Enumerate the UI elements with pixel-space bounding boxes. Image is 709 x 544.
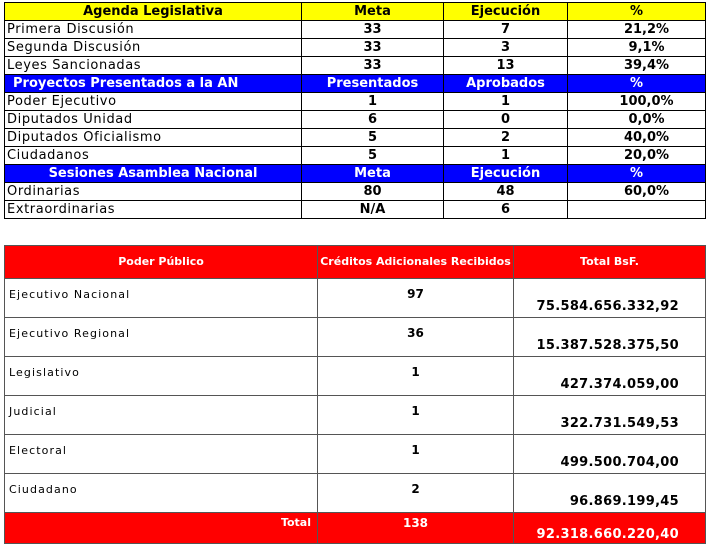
table-row bbox=[5, 111, 706, 129]
row-name: Electoral bbox=[5, 435, 318, 474]
table-row bbox=[5, 318, 706, 357]
row-pct: 20,0% bbox=[568, 147, 706, 165]
table-row bbox=[5, 279, 706, 318]
row-name: Legislativo bbox=[5, 357, 318, 396]
row-presentados: 6 bbox=[302, 111, 444, 129]
row-pct: 21,2% bbox=[568, 21, 706, 39]
row-meta: 33 bbox=[302, 39, 444, 57]
row-total: 75.584.656.332,92 bbox=[514, 279, 706, 318]
row-label: Leyes Sancionadas bbox=[5, 57, 302, 75]
table-row bbox=[5, 396, 706, 435]
row-name: Ejecutivo Nacional bbox=[5, 279, 318, 318]
table-row bbox=[5, 183, 706, 201]
row-count: 1 bbox=[318, 357, 514, 396]
row-label: Ordinarias bbox=[5, 183, 302, 201]
table-row bbox=[5, 57, 706, 75]
table-row bbox=[5, 474, 706, 513]
header-pct: % bbox=[568, 75, 706, 93]
proyectos-header-row bbox=[5, 75, 706, 93]
header-meta: Meta bbox=[302, 3, 444, 21]
row-label: Diputados Unidad bbox=[5, 111, 302, 129]
row-presentados: 5 bbox=[302, 147, 444, 165]
row-count: 36 bbox=[318, 318, 514, 357]
header-ejecucion: Ejecución bbox=[444, 165, 568, 183]
row-total: 499.500.704,00 bbox=[514, 435, 706, 474]
header-meta: Meta bbox=[302, 165, 444, 183]
header-ejecucion: Ejecución bbox=[444, 3, 568, 21]
header-pct: % bbox=[568, 3, 706, 21]
table-row bbox=[5, 39, 706, 57]
row-aprobados: 2 bbox=[444, 129, 568, 147]
table-row bbox=[5, 129, 706, 147]
row-label: Primera Discusión bbox=[5, 21, 302, 39]
row-ejecucion: 6 bbox=[444, 201, 568, 219]
row-meta: 80 bbox=[302, 183, 444, 201]
row-total: 322.731.549,53 bbox=[514, 396, 706, 435]
table-row bbox=[5, 435, 706, 474]
row-ejecucion: 3 bbox=[444, 39, 568, 57]
row-pct: 40,0% bbox=[568, 129, 706, 147]
row-presentados: 1 bbox=[302, 93, 444, 111]
table-row bbox=[5, 201, 706, 219]
row-count: 1 bbox=[318, 396, 514, 435]
row-name: Ciudadano bbox=[5, 474, 318, 513]
legislative-agenda-table bbox=[4, 2, 706, 219]
row-label: Segunda Discusión bbox=[5, 39, 302, 57]
total-amount: 92.318.660.220,40 bbox=[514, 513, 706, 544]
agenda-header-row bbox=[5, 3, 706, 21]
row-pct: 100,0% bbox=[568, 93, 706, 111]
row-pct: 9,1% bbox=[568, 39, 706, 57]
total-label: Total bbox=[5, 513, 318, 544]
table-row bbox=[5, 357, 706, 396]
row-pct: 60,0% bbox=[568, 183, 706, 201]
sesiones-header-row bbox=[5, 165, 706, 183]
row-count: 1 bbox=[318, 435, 514, 474]
row-total: 15.387.528.375,50 bbox=[514, 318, 706, 357]
row-ejecucion: 48 bbox=[444, 183, 568, 201]
header-creditos: Créditos Adicionales Recibidos bbox=[318, 246, 514, 279]
row-ejecucion: 7 bbox=[444, 21, 568, 39]
row-aprobados: 1 bbox=[444, 93, 568, 111]
row-total: 96.869.199,45 bbox=[514, 474, 706, 513]
row-meta: N/A bbox=[302, 201, 444, 219]
row-meta: 33 bbox=[302, 57, 444, 75]
credits-header-row bbox=[5, 246, 706, 279]
header-poder-publico: Poder Público bbox=[5, 246, 318, 279]
row-pct: 0,0% bbox=[568, 111, 706, 129]
row-count: 2 bbox=[318, 474, 514, 513]
row-count: 97 bbox=[318, 279, 514, 318]
row-aprobados: 0 bbox=[444, 111, 568, 129]
row-pct bbox=[568, 201, 706, 219]
additional-credits-table bbox=[4, 245, 706, 544]
table-row bbox=[5, 93, 706, 111]
row-name: Judicial bbox=[5, 396, 318, 435]
row-presentados: 5 bbox=[302, 129, 444, 147]
header-sesiones: Sesiones Asamblea Nacional bbox=[5, 165, 302, 183]
total-count: 138 bbox=[318, 513, 514, 544]
row-meta: 33 bbox=[302, 21, 444, 39]
credits-total-row bbox=[5, 513, 706, 544]
row-label: Ciudadanos bbox=[5, 147, 302, 165]
header-pct: % bbox=[568, 165, 706, 183]
row-label: Poder Ejecutivo bbox=[5, 93, 302, 111]
row-ejecucion: 13 bbox=[444, 57, 568, 75]
row-name: Ejecutivo Regional bbox=[5, 318, 318, 357]
header-agenda: Agenda Legislativa bbox=[5, 3, 302, 21]
table-row bbox=[5, 21, 706, 39]
header-proyectos: Proyectos Presentados a la AN bbox=[5, 75, 302, 93]
row-aprobados: 1 bbox=[444, 147, 568, 165]
header-total-bsf: Total BsF. bbox=[514, 246, 706, 279]
row-pct: 39,4% bbox=[568, 57, 706, 75]
header-aprobados: Aprobados bbox=[444, 75, 568, 93]
row-label: Diputados Oficialismo bbox=[5, 129, 302, 147]
row-label: Extraordinarias bbox=[5, 201, 302, 219]
table-row bbox=[5, 147, 706, 165]
header-presentados: Presentados bbox=[302, 75, 444, 93]
row-total: 427.374.059,00 bbox=[514, 357, 706, 396]
